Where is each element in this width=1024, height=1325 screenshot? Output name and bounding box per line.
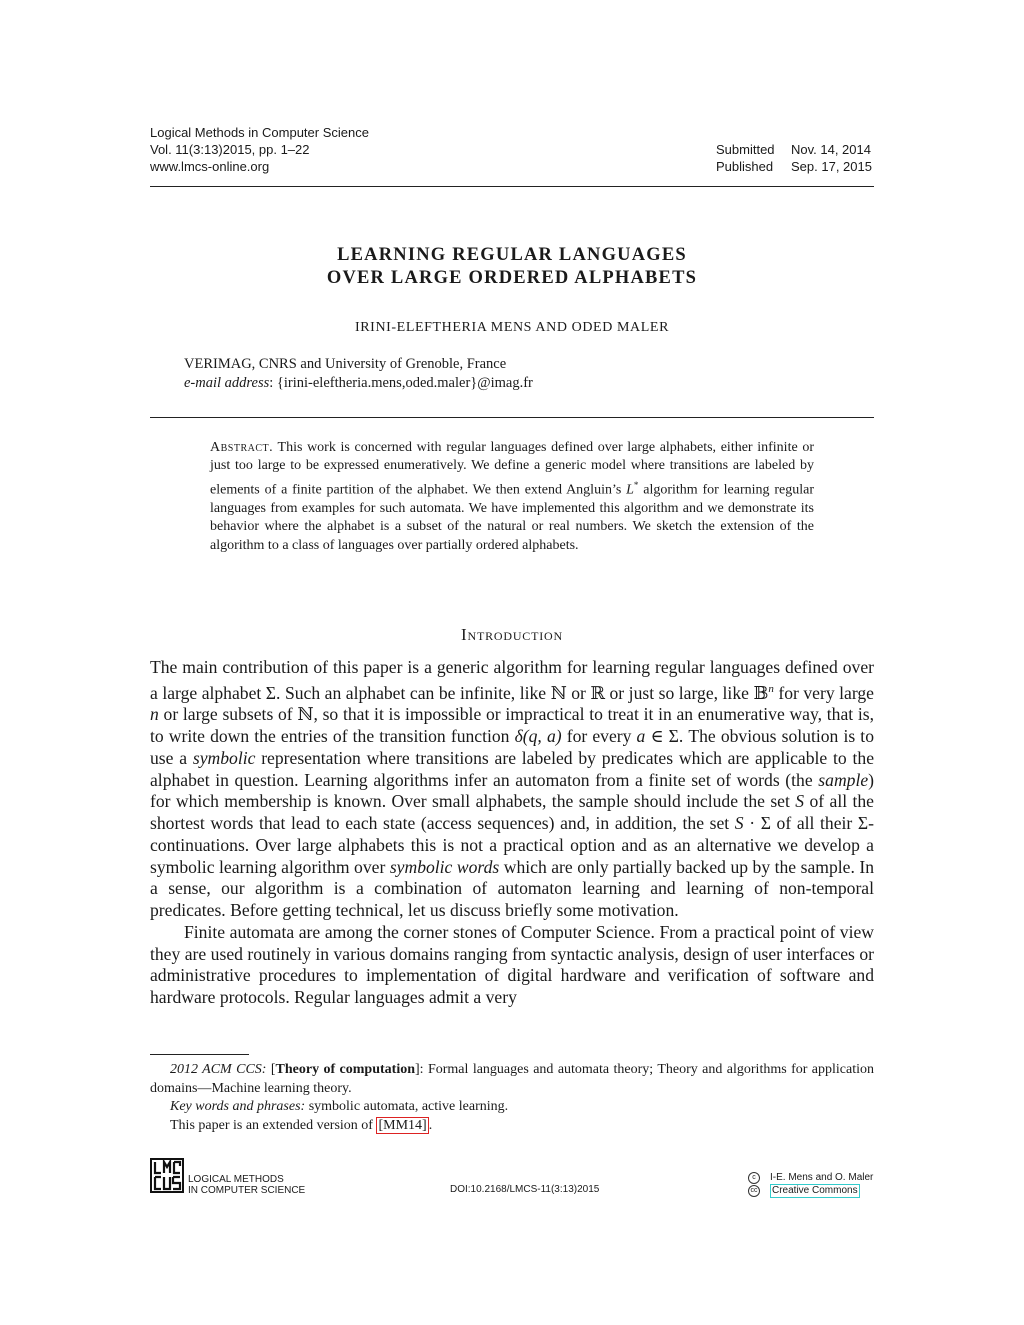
institution: VERIMAG, CNRS and University of Grenoble, France	[184, 356, 507, 372]
footnotes	[150, 1061, 874, 1135]
abstract: Abstract. This work is concerned with regular languages defined over large alphabets, either infinite or just too large to be expressed enumeratively. We define a generic model where transitions are labeled by elements of a finite partition of the alphabet. We then extend Angluin’s L* algorithm for learning regular languages from examples for such automata. We have implemented this algorithm and we demonstrate its behavior where the alphabet is a subset of the natural or real numbers. We sketch the extension of the algorithm to a class of languages over partially ordered alphabets.	[210, 440, 814, 553]
authors: IRINI-ELEFTHERIA MENS AND ODED MALER	[354, 320, 670, 335]
publication-dates	[716, 141, 872, 175]
lmcs-logo-icon	[150, 1158, 184, 1193]
section-title-introduction: Introduction	[461, 625, 563, 644]
email-label: e-mail address	[184, 374, 270, 391]
paper-title	[150, 244, 874, 290]
keywords-note: Key words and phrases: symbolic automata, active learning.	[170, 1099, 509, 1114]
journal-website: www.lmcs-online.org	[150, 159, 270, 174]
introduction-body	[150, 657, 874, 1009]
copyright-icon: c	[748, 1172, 760, 1184]
citation-link-mm14[interactable]: [MM14]	[378, 1117, 427, 1133]
abstract-divider	[150, 417, 874, 418]
lstar-symbol: L	[626, 482, 634, 498]
copyright-holder: I-E. Mens and O. Maler	[770, 1172, 874, 1184]
abstract-label: Abstract.	[210, 440, 274, 455]
header-divider	[150, 186, 874, 187]
creative-commons-link[interactable]: Creative Commons	[772, 1185, 858, 1196]
published-date: Sep. 17, 2015	[791, 159, 872, 174]
title-line-1: LEARNING REGULAR LANGUAGES	[337, 245, 687, 265]
footnote-divider	[150, 1054, 249, 1055]
doi: DOI:10.2168/LMCS-11(3:13)2015	[450, 1184, 600, 1195]
title-line-2: OVER LARGE ORDERED ALPHABETS	[326, 268, 698, 288]
paragraph-2: Finite automata are among the corner stones of Computer Science. From a practical point of view they are used routinely in various domains ranging from syntactic analysis, design of user interfaces or administrative procedures to implementation of digital hardware and verification of software and hardware protocols. Regular languages admit a very	[150, 921, 874, 1008]
journal-info	[150, 124, 369, 175]
published-label: Published	[716, 159, 774, 174]
creative-commons-icon: cc	[748, 1185, 760, 1197]
submitted-label: Submitted	[716, 142, 775, 157]
abstract-text-1: This work is concerned with regular languages defined over large alphabets, either infinite or just too large to be expressed enumeratively. We define a generic model where transitions are labeled by elements of a finite partition of the alphabet. We then extend Angluin’s	[210, 440, 814, 498]
extended-version-note: This paper is an extended version of [MM14] .	[170, 1117, 433, 1133]
email-address: : {irini-eleftheria.mens,oded.maler}@imag.fr	[269, 374, 533, 391]
journal-name: Logical Methods in Computer Science	[150, 125, 369, 140]
affiliation	[184, 355, 533, 392]
submitted-date: Nov. 14, 2014	[791, 142, 871, 157]
paragraph-1: The main contribution of this paper is a generic algorithm for learning regular languages defined over a large alphabet Σ. Such an alphabet can be infinite, like ℕ or ℝ or just so large, like 𝔹$^n$ for very large n or large subsets of ℕ, so that it is impossible or impractical to treat it in an enumerative way, that is, to write down the entries of the transition function δ(q, a) for every a ∈ Σ. The obvious solution is to use a symbolic representation where transitions are labeled by predicates which are applicable to the alphabet in question. Learning algorithms infer an automaton from a finite set of words (the sample) for which membership is known. Over small alphabets, the sample should include the set S of all the shortest words that lead to each state (access sequences) and, in addition, the set S · Σ of all their Σ-continuations. Over large alphabets this is not a practical option and as an alternative we develop a symbolic learning algorithm over symbolic words which are only partially backed up by the sample. In a sense, our algorithm is a combination of automaton learning and learning of non-temporal predicates. Before getting technical, let us discuss briefly some motivation.	[150, 657, 875, 921]
email-line	[184, 374, 533, 393]
journal-volume: Vol. 11(3:13)2015, pp. 1–22	[150, 142, 310, 157]
copyright-block	[748, 1172, 873, 1198]
abstract-text-2: algorithm for learning regular languages from examples for such automata. We have implemented this algorithm and we demonstrate its behavior where the alphabet is a subset of the natural or real numbers. We sketch the extension of the algorithm to a class of languages over partially ordered alphabets.	[210, 482, 814, 553]
lmcs-logo-text: LOGICAL METHODS IN COMPUTER SCIENCE	[188, 1174, 306, 1196]
acm-ccs-note: 2012 ACM CCS: [Theory of computation]: Formal languages and automata theory; Theory and algorithms for application domains—Machine learning theory.	[150, 1062, 875, 1096]
